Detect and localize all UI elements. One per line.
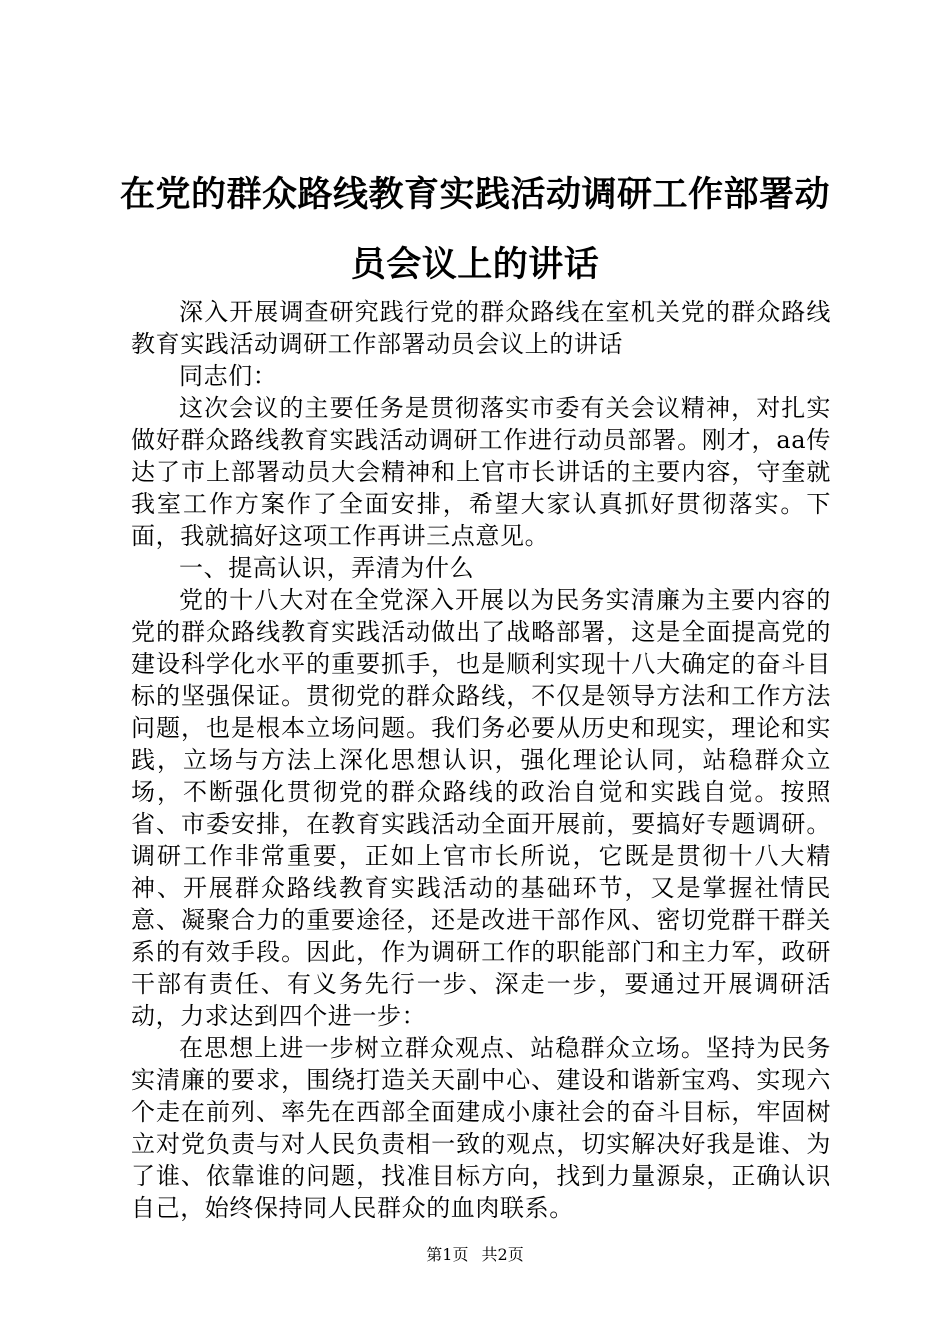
page-number-total: 共2页 [481, 1245, 524, 1264]
opening-paragraph: 这次会议的主要任务是贯彻落实市委有关会议精神，对扎实做好群众路线教育实践活动调研工作进行动员部署。刚才，aa传达了市上部署动员大会精神和上官市长讲话的主要内容，守奎就我室工作方案作了全面安排，希望大家认真抓好贯彻落实。下面，我就搞好这项工作再讲三点意见。 [131, 394, 831, 550]
section-1-point-1: 在思想上进一步树立群众观点、站稳群众立场。坚持为民务实清廉的要求，围绕打造关天副中心、建设和谐新宝鸡、实现六个走在前列、率先在西部全面建成小康社会的奋斗目标，牢固树立对党负责与对人民负责相一致的观点，切实解决好我是谁、为了谁、依靠谁的问题，找准目标方向，找到力量源泉，正确认识自己，始终保持同人民群众的血肉联系。 [131, 1034, 831, 1222]
document-body [131, 296, 831, 1224]
page-footer [0, 1245, 950, 1265]
intro-paragraph: 深入开展调查研究践行党的群众路线在室机关党的群众路线教育实践活动调研工作部署动员会议上的讲话 [131, 298, 831, 358]
section-1-paragraph: 党的十八大对在全党深入开展以为民务实清廉为主要内容的党的群众路线教育实践活动做出了战略部署，这是全面提高党的建设科学化水平的重要抓手，也是顺利实现十八大确定的奋斗目标的坚强保证。贯彻党的群众路线，不仅是领导方法和工作方法问题，也是根本立场问题。我们务必要从历史和现实，理论和实践，立场与方法上深化思想认识，强化理论认同，站稳群众立场，不断强化贯彻党的群众路线的政治自觉和实践自觉。按照省、市委安排，在教育实践活动全面开展前，要搞好专题调研。调研工作非常重要，正如上官市长所说，它既是贯彻十八大精神、开展群众路线教育实践活动的基础环节，又是掌握社情民意、凝聚合力的重要途径，还是改进干部作风、密切党群干群关系的有效手段。因此，作为调研工作的职能部门和主力军，政研干部有责任、有义务先行一步、深走一步，要通过开展调研活动，力求达到四个进一步： [131, 586, 831, 1030]
salutation: 同志们： [179, 362, 278, 390]
section-heading-1: 一、提高认识，弄清为什么 [179, 554, 475, 582]
page-number-current: 第1页 [426, 1245, 469, 1264]
document-title: 在党的群众路线教育实践活动调研工作部署动员会议上的讲话 [119, 174, 830, 285]
